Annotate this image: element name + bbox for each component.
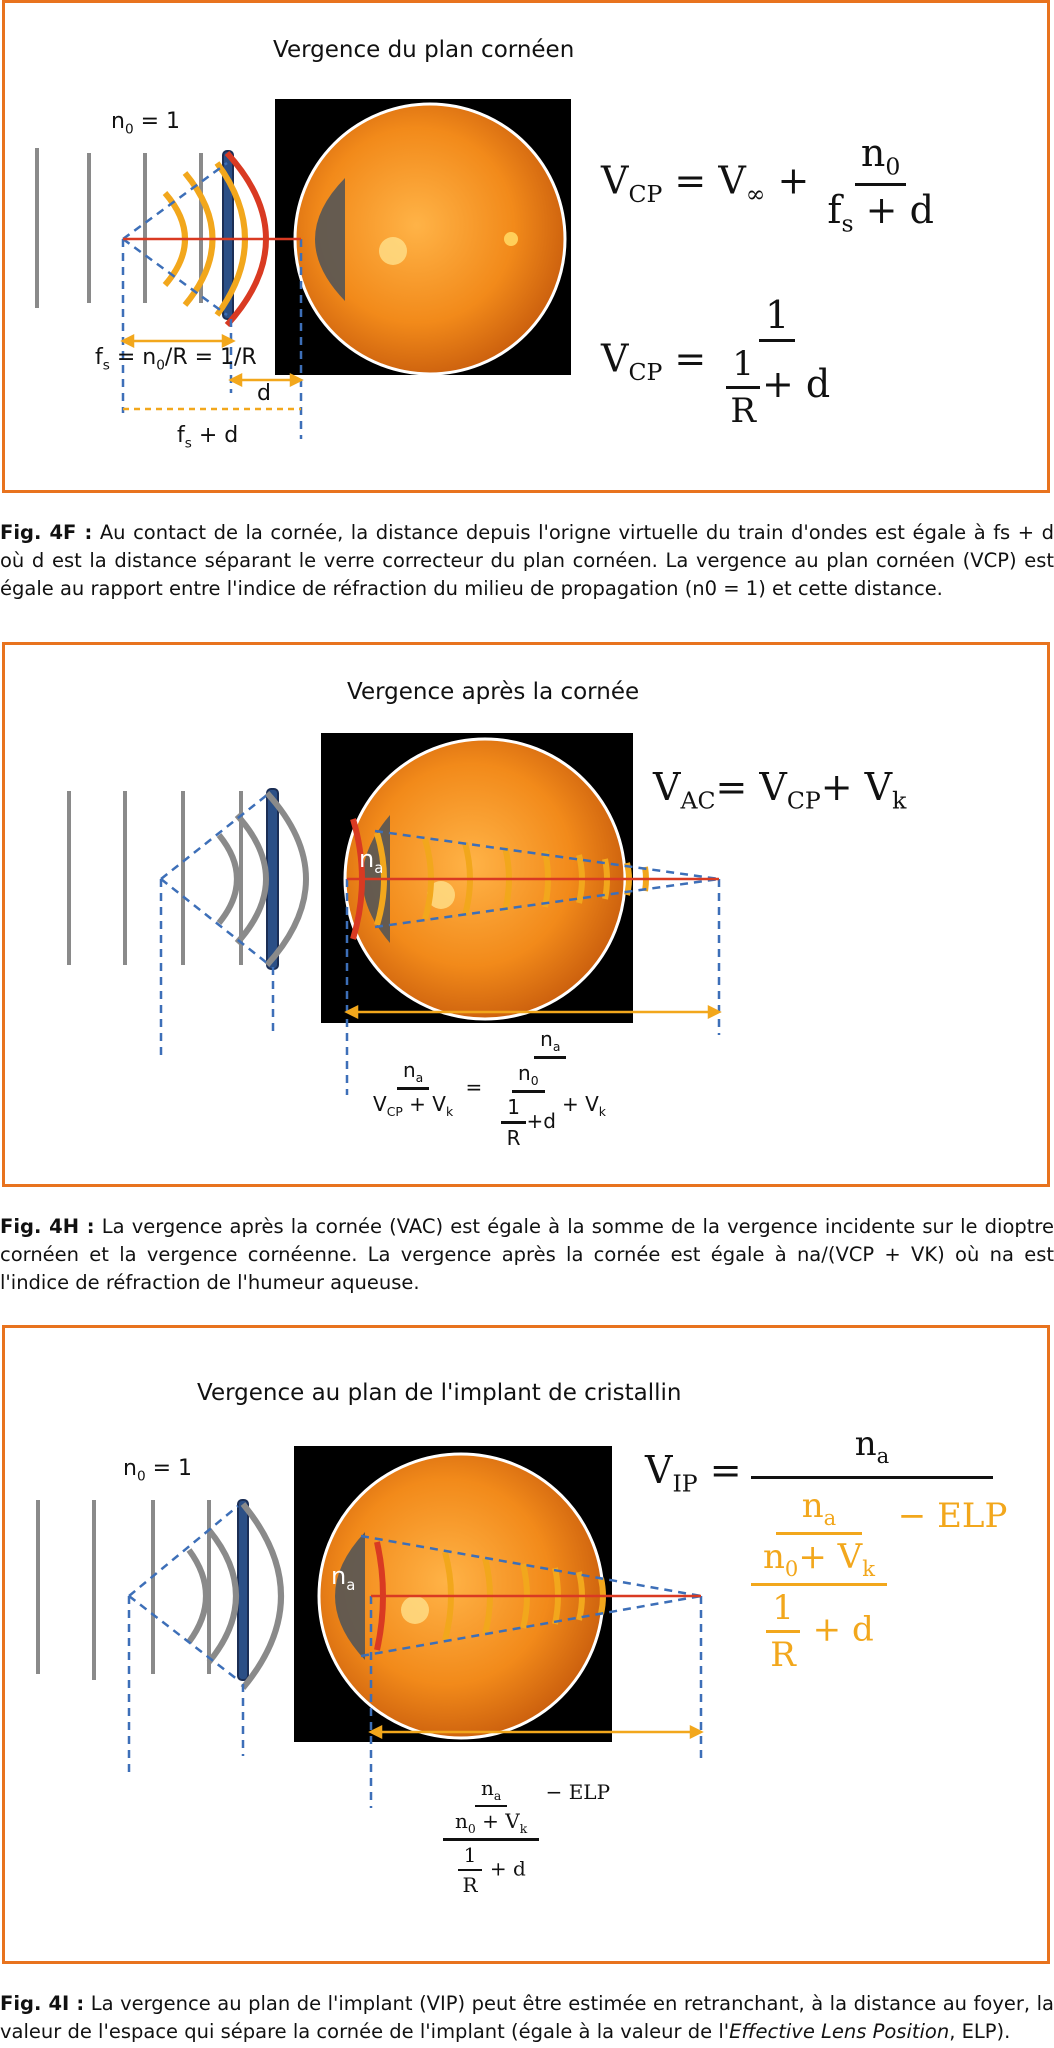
plane-wavefronts — [37, 148, 201, 308]
caption-fig-4h: Fig. 4H : La vergence après la cornée (VAC) est égale à la somme de la vergence incidente sur le dioptre cornéen et la vergence cornéenne. La vergence après la cornée est égale à na/(VCP + VK) où na est l'indice de réfraction de l'humeur aqueuse. — [0, 1215, 1054, 1294]
equation-vcp-2: $V_{CP}$ = 1 $\frac{1}{R}$ + d — [601, 293, 831, 431]
equation-vcp-1: $V_{CP} = V_\infty$ + $\frac{n_0}{f_s + d}$ — [601, 131, 934, 238]
equation-vip-numerator: $n_a$ — [854, 1424, 890, 1468]
n0-label: $n_0 = 1$ — [123, 1456, 193, 1485]
equation-elp-bottom: $\frac{n_a}{n_0 + V_k}$ $\frac{1}{R}$ + d − ELP — [443, 1776, 610, 1897]
plane-wavefronts — [38, 1500, 209, 1680]
panel-fig-4i — [2, 1325, 1050, 1964]
panel-title: Vergence au plan de l'implant de cristallin — [197, 1380, 682, 1406]
fovea — [504, 232, 518, 246]
fs-equation-label: $f_s = n_0/R = 1/R$ — [95, 345, 257, 374]
na-label: $n_a$ — [331, 1562, 356, 1594]
na-label: $n_a$ — [359, 845, 384, 877]
equation-vac: $V_{AC}= V_{CP}+ V_k$ — [653, 765, 907, 815]
caption-fig-4f: Fig. 4F : Au contact de la cornée, la distance depuis l'origne virtuelle du train d'ondes est égale à fs + d où d est la distance séparant le verre correcteur du plan cornéen. La vergence au plan cornéen (VCP) est égale au rapport entre l'indice de réfraction du milieu de propagation (n0 = 1) et cette distance. — [0, 521, 1054, 600]
fs-plus-d-label: $f_s + d$ — [177, 423, 239, 452]
diverging-wavefronts — [189, 1504, 281, 1688]
n0-label: $n_0 = 1$ — [111, 109, 181, 138]
diagram-4f — [5, 3, 1047, 490]
d-label: d — [257, 381, 271, 406]
equation-focal-distance: $\frac{n_a}{V_{CP} + V_k}$ = $n_a$ $n_0$ $\frac{1}{R}$ +d + $V_k$ — [373, 1027, 606, 1150]
equation-vip-denominator: $\frac{n_a}{n_0+ V_k}$ $\frac{1}{R}$ + d − ELP — [751, 1486, 1007, 1675]
panel-title: Vergence après la cornée — [347, 679, 640, 705]
plane-wavefronts — [69, 791, 241, 965]
panel-fig-4f — [2, 0, 1050, 493]
panel-fig-4h — [2, 642, 1050, 1187]
correcting-lens — [238, 1500, 248, 1680]
caption-fig-4i: Fig. 4I : La vergence au plan de l'implant (VIP) peut être estimée en retranchant, à la distance au foyer, la valeur de l'espace qui sépare la cornée de l'implant (égale à la valeur de l'Effective Lens Position, ELP). — [0, 1992, 1054, 2043]
equation-vip-main-bar — [751, 1476, 993, 1479]
rays — [123, 163, 301, 439]
equation-vip-lhs: $V_{IP}$ = — [645, 1448, 742, 1498]
panel-title: Vergence du plan cornéen — [273, 37, 575, 63]
diverging-wavefronts — [219, 793, 306, 965]
